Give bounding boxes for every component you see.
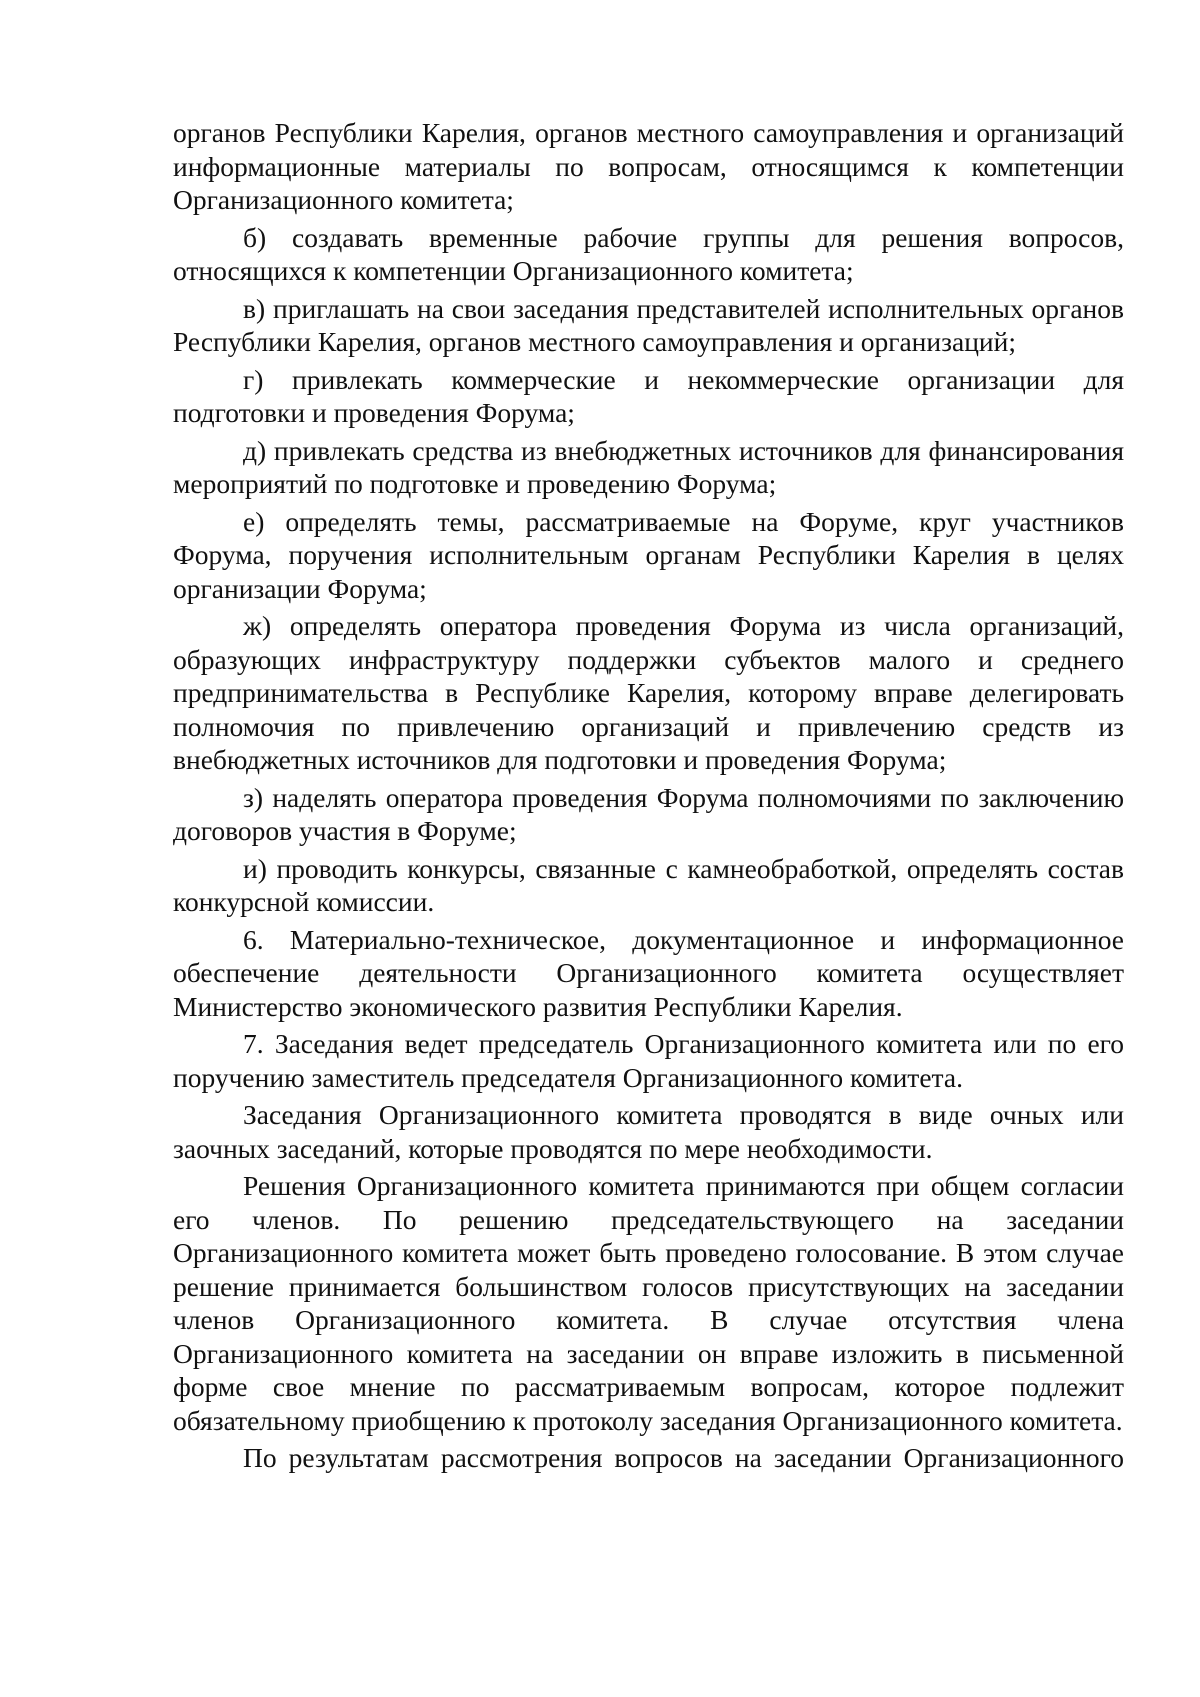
paragraph-item-v: в) приглашать на свои заседания представителей исполнительных органов Республики Карелия, органов местного самоуправления и организаций; xyxy=(173,292,1124,357)
paragraph-section-6: 6. Материально-техническое, документационное и информационное обеспечение деятельности Организационного комитета осуществляет Министерство экономического развития Республики Карелия. xyxy=(173,923,1124,1022)
paragraph-meetings-format: Заседания Организационного комитета проводятся в виде очных или заочных заседаний, которые проводятся по мере необходимости. xyxy=(173,1099,1124,1164)
paragraph-item-g: г) привлекать коммерческие и некоммерческие организации для подготовки и проведения Форума; xyxy=(173,363,1124,428)
paragraph-section-7: 7. Заседания ведет председатель Организационного комитета или по его поручению заместитель председателя Организационного комитета. xyxy=(173,1028,1124,1093)
paragraph-decisions: Решения Организационного комитета принимаются при общем согласии его членов. По решению председательствующего на заседании Организационного комитета может быть проведено голосование. В этом случае решение принимается большинством голосов присутствующих на заседании членов Организационного комитета. В случае отсутствия члена Организационного комитета на заседании он вправе изложить в письменной форме свое мнение по рассматриваемым вопросам, которое подлежит обязательному приобщению к протоколу заседания Организационного комитета. xyxy=(173,1170,1124,1436)
paragraph-item-i: и) проводить конкурсы, связанные с камнеобработкой, определять состав конкурсной комиссии. xyxy=(173,852,1124,917)
document-body xyxy=(173,116,1124,1479)
paragraph-item-e: е) определять темы, рассматриваемые на Форуме, круг участников Форума, поручения исполнительным органам Республики Карелия в целях организации Форума; xyxy=(173,505,1124,604)
paragraph-item-d: д) привлекать средства из внебюджетных источников для финансирования мероприятий по подготовке и проведению Форума; xyxy=(173,434,1124,499)
paragraph-results: По результатам рассмотрения вопросов на заседании Организационного xyxy=(243,1442,1124,1473)
paragraph-continuation: органов Республики Карелия, органов местного самоуправления и организаций информационные материалы по вопросам, относящимся к компетенции Организационного комитета; xyxy=(173,117,1124,215)
paragraph-item-zh: ж) определять оператора проведения Форума из числа организаций, образующих инфраструктуру поддержки субъектов малого и среднего предпринимательства в Республике Карелия, которому вправе делегировать полномочия по привлечению организаций и привлечению средств из внебюджетных источников для подготовки и проведения Форума; xyxy=(173,610,1124,775)
paragraph-item-z: з) наделять оператора проведения Форума полномочиями по заключению договоров участия в Форуме; xyxy=(173,781,1124,846)
paragraph-item-b: б) создавать временные рабочие группы для решения вопросов, относящихся к компетенции Организационного комитета; xyxy=(173,221,1124,286)
